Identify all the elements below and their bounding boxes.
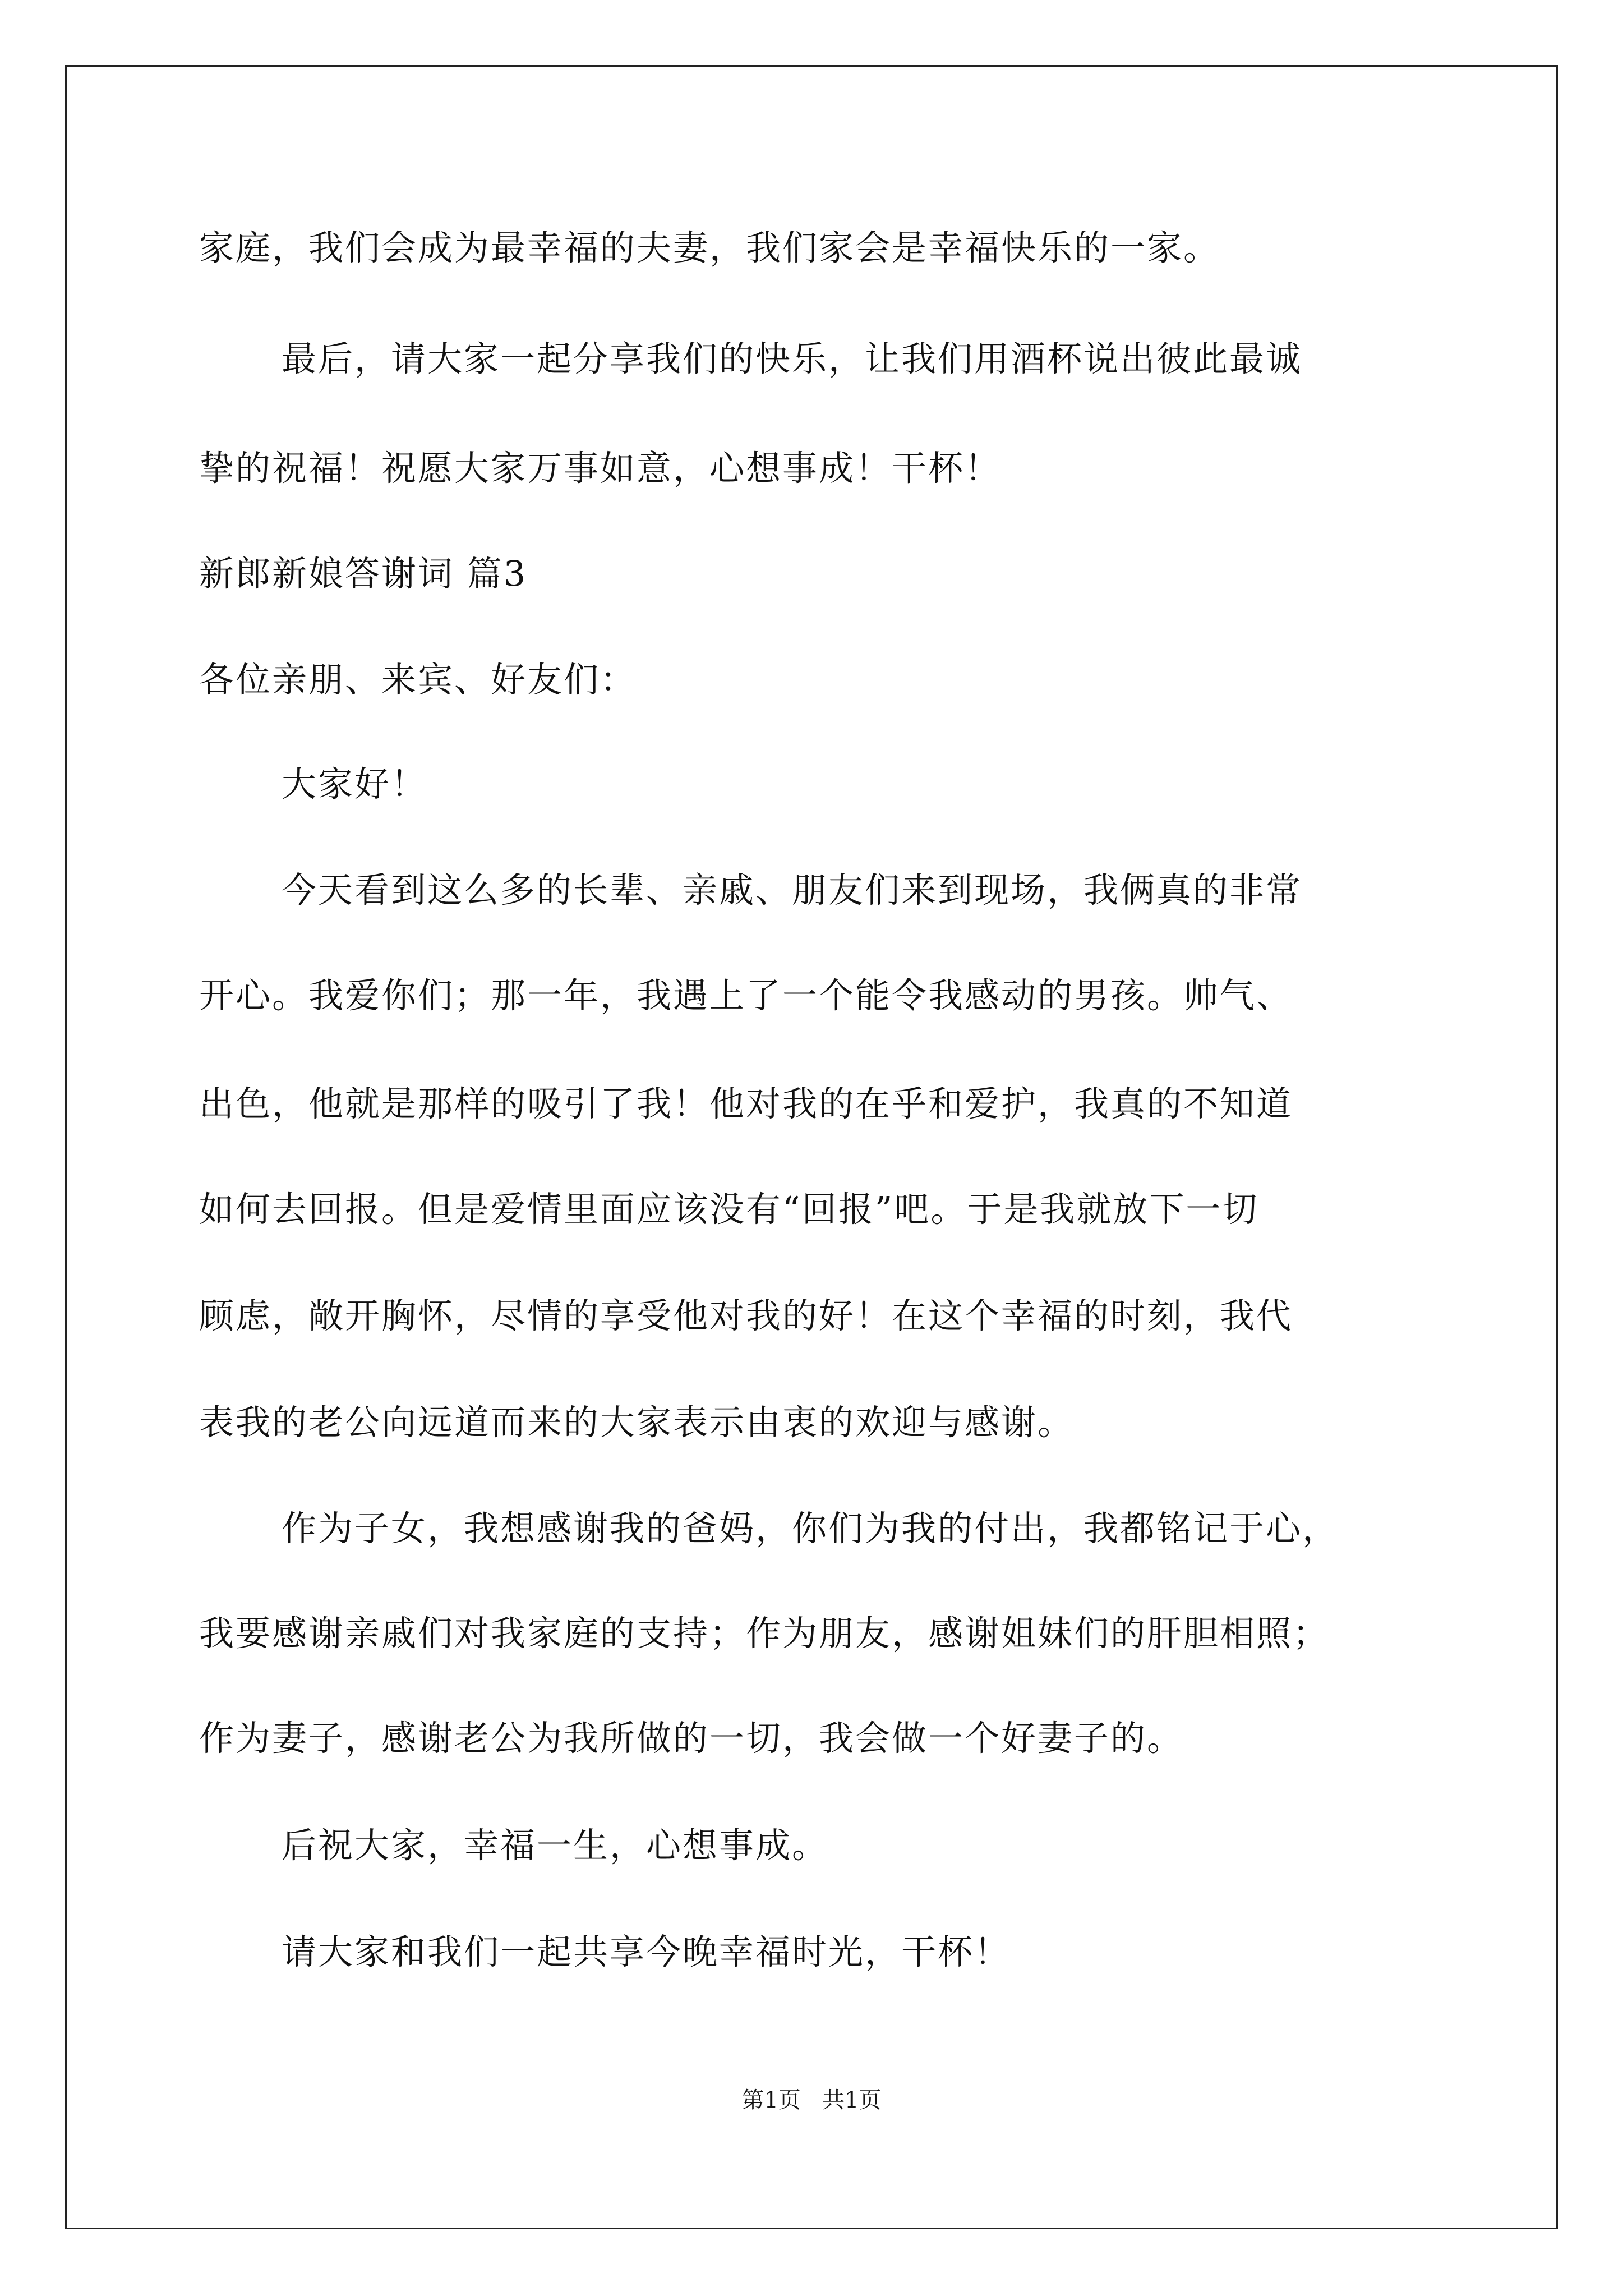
paragraph-line: 今天看到这么多的长辈、亲戚、朋友们来到现场，我俩真的非常 — [282, 869, 1303, 910]
salutation-line: 各位亲朋、来宾、好友们： — [199, 659, 637, 700]
page-number-footer: 第1页 共1页 — [741, 2087, 882, 2113]
page-border — [65, 65, 1558, 2229]
paragraph-line: 后祝大家，幸福一生，心想事成。 — [282, 1825, 829, 1866]
paragraph-line: 最后，请大家一起分享我们的快乐，让我们用酒杯说出彼此最诚 — [282, 338, 1303, 379]
paragraph-line: 作为妻子，感谢老公为我所做的一切，我会做一个好妻子的。 — [199, 1718, 1184, 1759]
greeting-line: 大家好！ — [282, 763, 428, 804]
paragraph-line: 表我的老公向远道而来的大家表示由衷的欢迎与感谢。 — [199, 1402, 1075, 1443]
paragraph-line: 请大家和我们一起共享今晚幸福时光，干杯！ — [282, 1931, 1011, 1972]
paragraph-line: 家庭，我们会成为最幸福的夫妻，我们家会是幸福快乐的一家。 — [199, 227, 1220, 268]
paragraph-line: 出色，他就是那样的吸引了我！他对我的在乎和爱护，我真的不知道 — [199, 1083, 1293, 1124]
section-heading: 新郎新娘答谢词 篇3 — [199, 553, 528, 594]
paragraph-line: 开心。我爱你们；那一年，我遇上了一个能令我感动的男孩。帅气、 — [199, 975, 1293, 1016]
paragraph-line: 挚的祝福！祝愿大家万事如意，心想事成！干杯！ — [199, 448, 1002, 489]
paragraph-line: 如何去回报。但是爱情里面应该没有“回报”吧。于是我就放下一切 — [199, 1189, 1259, 1230]
paragraph-line: 我要感谢亲戚们对我家庭的支持；作为朋友，感谢姐妹们的肝胆相照； — [199, 1613, 1330, 1654]
paragraph-line: 顾虑，敞开胸怀，尽情的享受他对我的好！在这个幸福的时刻，我代 — [199, 1295, 1293, 1336]
paragraph-line: 作为子女，我想感谢我的爸妈，你们为我的付出，我都铭记于心， — [282, 1508, 1339, 1549]
